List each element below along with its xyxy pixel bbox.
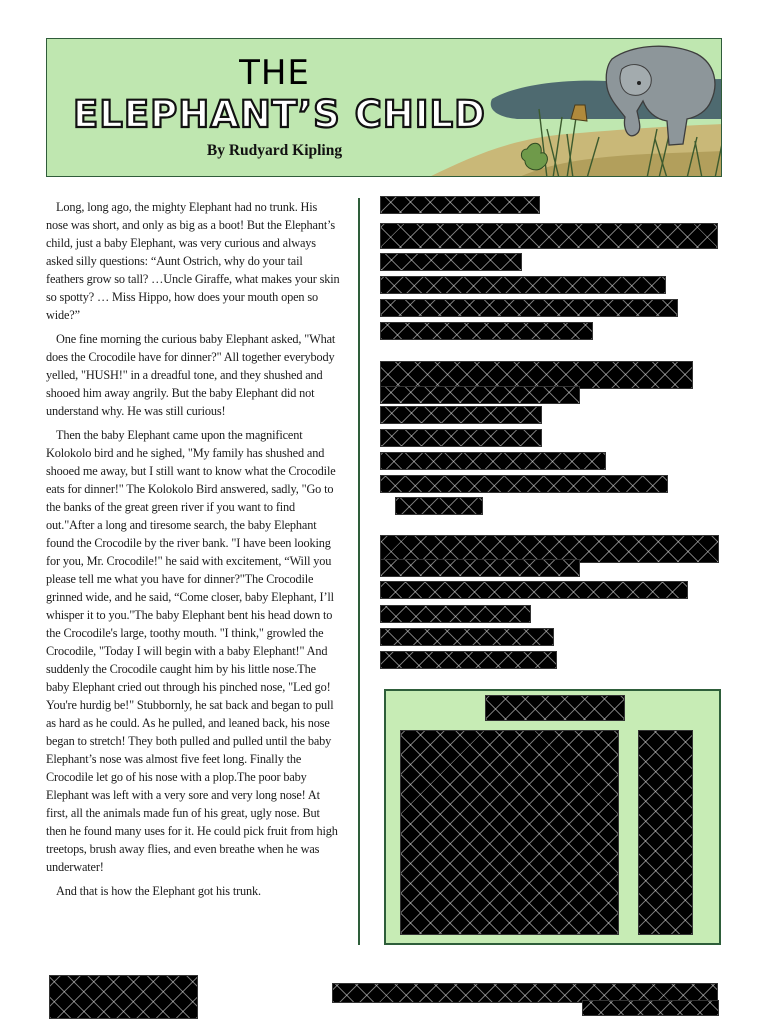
story-paragraph: And that is how the Elephant got his trunk.	[56, 884, 261, 898]
redacted-block	[380, 651, 557, 669]
title-the: THE	[239, 53, 310, 93]
story-paragraph: Long, long ago, the mighty Elephant had no trunk. His nose was short, and only as big as a boot! But the Elephant’s child, just a baby Elephant, was very curious and always asked silly questions: “Aunt Ostrich, why do your tail feathers grow so tall? …Uncle Giraffe, what makes your skin so spotty? … Miss Hippo, how does your mouth open so wide?”	[46, 200, 340, 322]
redacted-list	[638, 730, 693, 935]
redacted-block	[380, 605, 531, 623]
redacted-block	[380, 386, 580, 404]
redacted-block	[380, 429, 542, 447]
story-text	[46, 198, 340, 906]
redacted-block	[380, 253, 522, 271]
redacted-block	[380, 299, 678, 317]
redacted-block	[395, 497, 483, 515]
redacted-block	[380, 628, 554, 646]
redacted-block	[380, 223, 718, 249]
redacted-block	[380, 361, 693, 389]
redacted-block	[380, 475, 668, 493]
activity-panel	[384, 689, 721, 945]
redacted-block	[380, 406, 542, 424]
redacted-footer-text	[582, 1000, 719, 1016]
redacted-panel-title	[485, 695, 625, 721]
redacted-image	[400, 730, 619, 935]
story-paragraph: Then the baby Elephant came upon the magnificent Kolokolo bird and he sighed, "My family has shushed and shooed me away, but I still want to know what the Crocodile eats for dinner!" The Kolokolo Bird answered, sadly, "Go to the banks of the great green river if you want to find out."After a long and tiresome search, the baby Elephant found the Crocodile by the river bank. "I have been looking for you, Mr. Crocodile!" he said with excitement, “Will you please tell me what you have for dinner?"The Crocodile grinned wide, and he said, “Come closer, baby Elephant, I’ll whisper it to you."The baby Elephant bent his head down to the Crocodile's large, toothy mouth. "I think," growled the Crocodile, "Today I will begin with a baby Elephant!" And suddenly the Crocodile caught him by his little nose.The baby Elephant cried out through his pinched nose, "Led go! You're hurdig be!" Stubbornly, he sat back and began to pull as hard as he could. As he pulled, and leaned back, his nose began to stretch! They both pulled and pulled until the baby Elephant’s nose was almost five feet long. Finally the Crocodile let go of his nose with a plop.The poor baby Elephant was left with a very sore and very long nose! At first, all the animals made fun of his great, ugly nose. But then he found many uses for it. He could pick fruit from high treetops, brush away flies, and even breathe when he was underwater!	[46, 428, 338, 874]
page-title: ELEPHANT’S CHILD	[73, 93, 486, 136]
story-paragraph: One fine morning the curious baby Elephant asked, "What does the Crocodile have for dinner?" All together everybody yelled, "HUSH!" in a dreadful tone, and they shushed and shooed him away angrily. But the baby Elephant did not understand why. He was still curious!	[46, 332, 336, 418]
header-banner	[46, 38, 722, 177]
redacted-footer-logo	[49, 975, 198, 1019]
column-divider	[358, 198, 360, 945]
redacted-block	[380, 452, 606, 470]
author-byline: By Rudyard Kipling	[206, 142, 343, 159]
redacted-block	[380, 276, 666, 294]
redacted-block	[380, 196, 540, 214]
redacted-block	[380, 322, 593, 340]
redacted-block	[380, 559, 580, 577]
redacted-block	[380, 581, 688, 599]
